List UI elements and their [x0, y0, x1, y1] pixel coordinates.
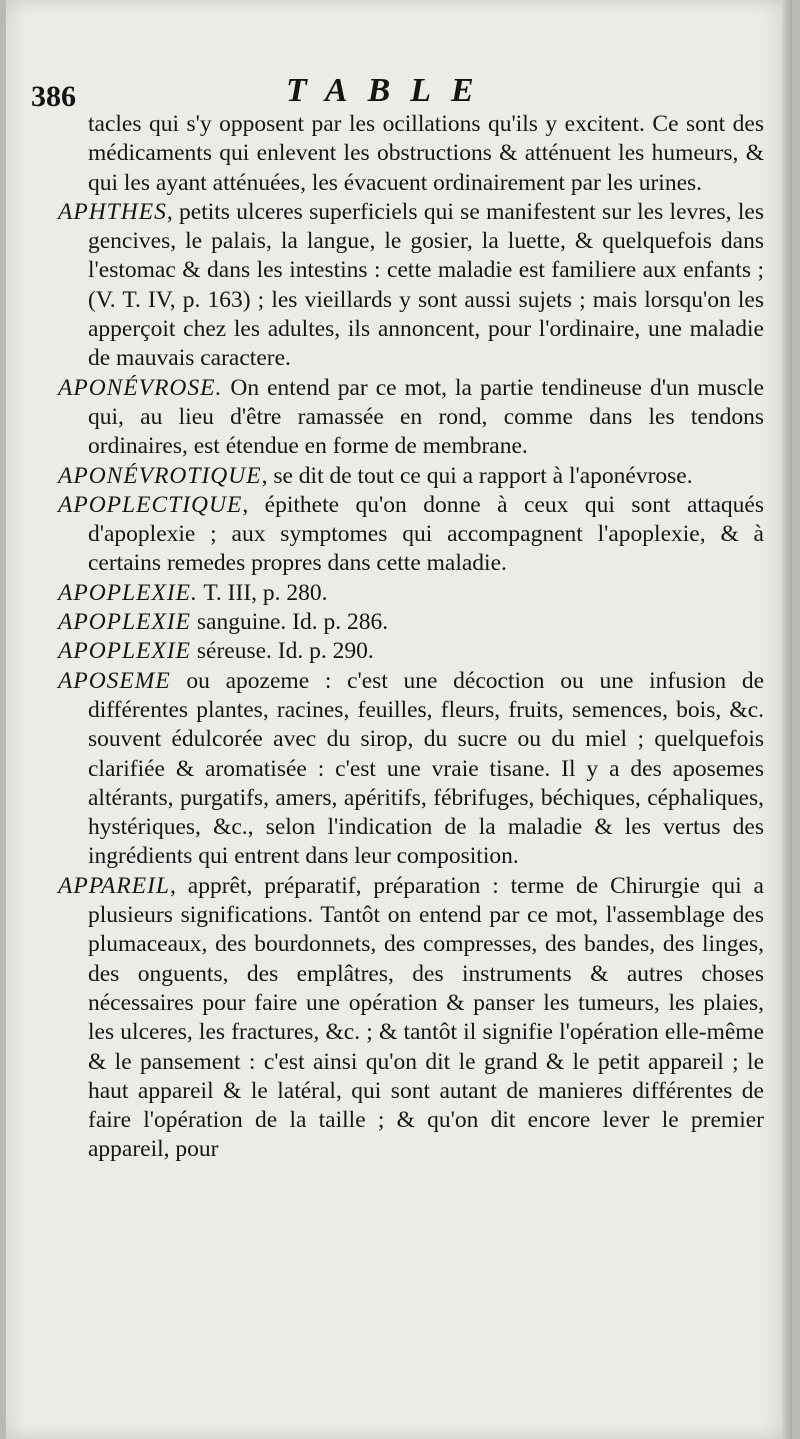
entry-text: , épithete qu'on donne à ceux qui sont attaqués d'apoplexie ; aux symptomes qui accompagnent l'apoplexie, & à certains remedes propres dans cette maladie. [88, 491, 764, 577]
entry-text: sanguine. Id. p. 286. [191, 609, 389, 636]
page-edge [782, 0, 792, 1439]
entry-head: APPAREIL [58, 872, 170, 899]
entry-head: APOPLECTIQUE [58, 491, 243, 518]
entry-head: APOSEME [58, 667, 171, 694]
entry-text: séreuse. Id. p. 290. [191, 638, 374, 665]
index-entry [58, 374, 764, 462]
running-head: TABLE [286, 72, 494, 109]
page-number: 386 [31, 80, 76, 113]
index-entry [58, 110, 764, 198]
index-entry [58, 491, 764, 579]
entry-head: APOPLEXIE. [58, 579, 198, 606]
entry-head: APHTHES [58, 198, 167, 225]
index-entry [58, 637, 764, 666]
index-entry [58, 579, 764, 608]
entry-text: , apprêt, préparatif, préparation : terme de Chirurgie qui a plusieurs significations. Tantôt on entend par ce mot, l'assemblage des plumaceaux, des bourdonnets, des compresses, des bandes, des linges, des onguents, des emplâtres, des instruments & autres choses nécessaires pour faire une opération & panser les tumeurs, les plaies, les ulceres, les fractures, &c. ; & tantôt il signifie l'opération elle-même & le pansement : c'est ainsi qu'on dit le grand & le petit appareil ; le haut appareil & le latéral, qui sont autant de manieres différentes de faire l'opération de la taille ; & qu'on dit encore lever le premier appareil, pour [88, 872, 764, 1163]
entry-text: , se dit de tout ce qui a rapport à l'aponévrose. [261, 462, 693, 489]
index-entry [58, 462, 764, 491]
entry-head: APOPLEXIE [58, 609, 191, 636]
entry-text: , petits ulceres superficiels qui se manifestent sur les levres, les gencives, le palais, la langue, le gosier, la luette, & quelquefois dans l'estomac & dans les intestins : cette maladie est familiere aux enfants ; (V. T. IV, p. 163) ; les vieillards y sont aussi sujets ; mais lorsqu'on les apperçoit chez les adultes, ils annoncent, pour l'ordinaire, une maladie de mauvais caractere. [88, 198, 764, 372]
book-page [6, 0, 792, 1439]
entry-text: On entend par ce mot, la partie tendineuse d'un muscle qui, au lieu d'être ramassée en rond, comme dans les tendons ordinaires, est étendue en forme de membrane. [88, 374, 764, 460]
entry-head: APONÉVROTIQUE [58, 462, 262, 489]
entry-text: ou apozeme : c'est une décoction ou une infusion de différentes plantes, racines, feuilles, fleurs, fruits, semences, bois, &c. souvent édulcorée avec du sirop, du sucre ou du miel ; quelquefois clarifiée & aromatisée : c'est une vraie tisane. Il y a des aposemes altérants, purgatifs, amers, apéritifs, fébrifuges, béchiques, céphaliques, hystériques, &c., selon l'indication de la maladie & les vertus des ingrédients qui entrent dans leur composition. [88, 667, 764, 870]
entry-head: APOPLEXIE [58, 638, 191, 665]
index-entry [58, 667, 764, 872]
entry-head: APONÉVROSE. [58, 374, 223, 401]
index-entry [58, 608, 764, 637]
index-entries [58, 110, 764, 1165]
index-entry [58, 872, 764, 1165]
entry-text: tacles qui s'y opposent par les ocillations qu'ils y excitent. Ce sont des médicaments qui enlevent les obstructions & atténuent les humeurs, & qui les ayant atténuées, les évacuent ordinairement par les urines. [88, 111, 764, 196]
entry-text: T. III, p. 280. [197, 579, 328, 606]
index-entry [58, 198, 764, 374]
